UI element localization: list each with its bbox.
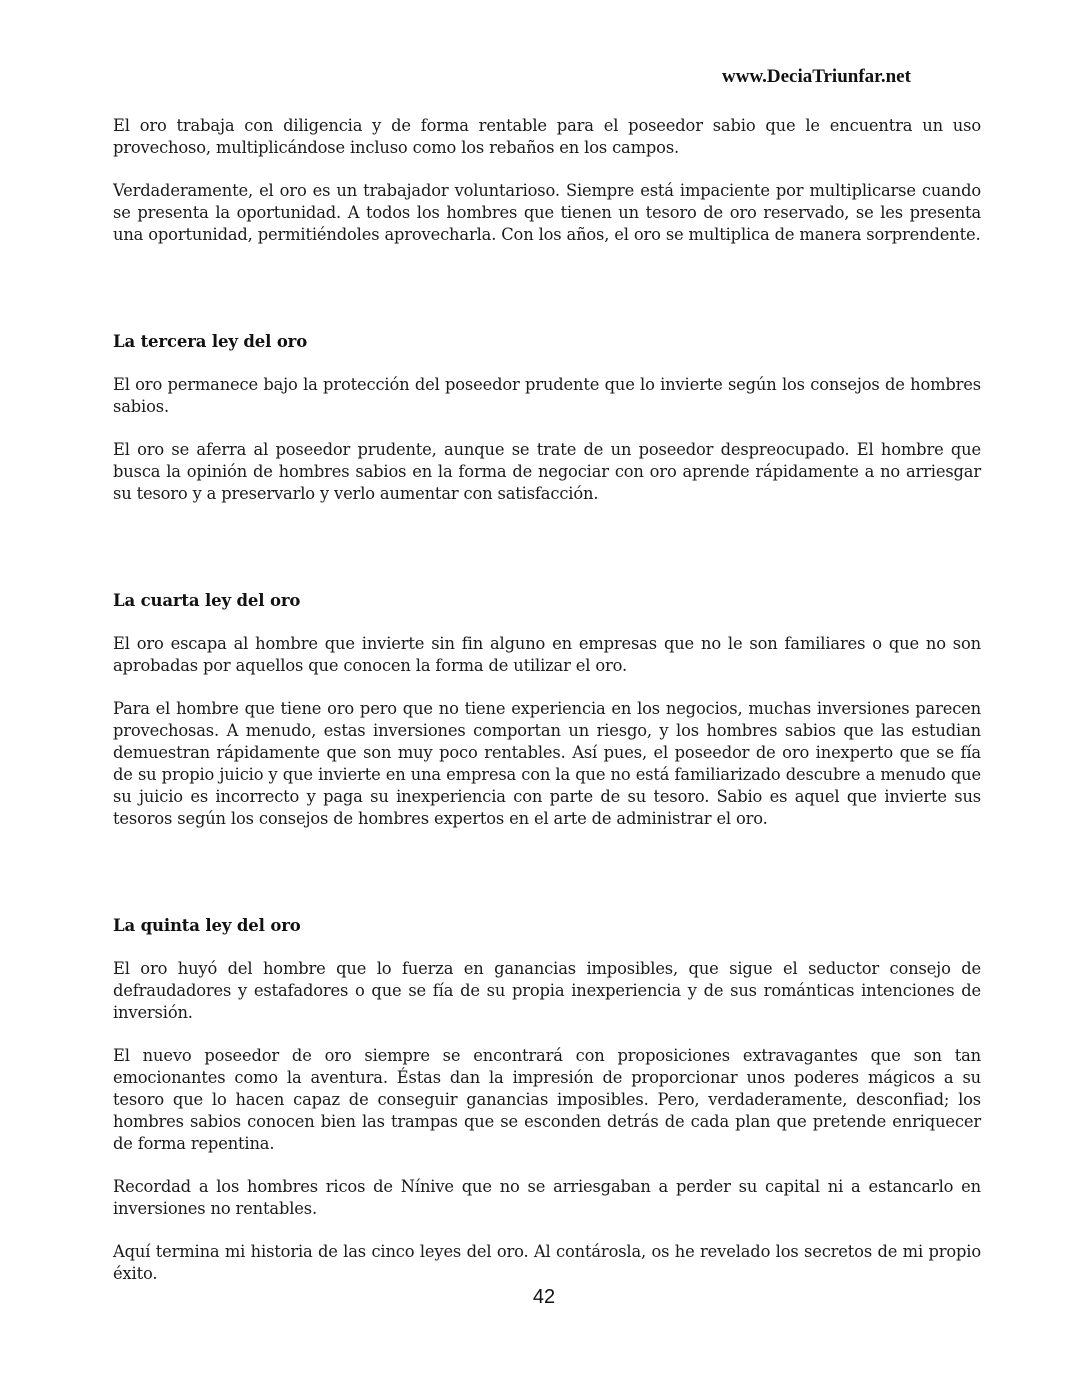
page-number: 42 xyxy=(532,1286,556,1308)
fifth-law-paragraph-1: El oro huyó del hombre que lo fuerza en ganancias imposibles, que sigue el seductor consejo de defraudadores y estafadores o que se fía de su propia inexperiencia y de sus románticas intenciones de inversión. xyxy=(113,959,981,1022)
section-title-fourth-law: La cuarta ley del oro xyxy=(113,591,301,610)
fourth-law-paragraph-1: El oro escapa al hombre que invierte sin fin alguno en empresas que no le son familiares o que no son aprobadas por aquellos que conocen la forma de utilizar el oro. xyxy=(113,634,981,675)
fifth-law-paragraph-3: Recordad a los hombres ricos de Nínive que no se arriesgaban a perder su capital ni a estancarlo en inversiones no rentables. xyxy=(113,1177,981,1218)
section-spacer xyxy=(113,526,981,590)
section-spacer xyxy=(113,851,981,915)
section-title-third-law: La tercera ley del oro xyxy=(113,332,308,351)
site-url-header: www.DeciaTriunfar.net xyxy=(722,66,911,87)
fifth-law-paragraph-4: Aquí termina mi historia de las cinco leyes del oro. Al contárosla, os he revelado los secretos de mi propio éxito. xyxy=(113,1242,981,1283)
third-law-paragraph-1: El oro permanece bajo la protección del poseedor prudente que lo invierte según los consejos de hombres sabios. xyxy=(113,375,981,416)
section-spacer xyxy=(113,267,981,331)
fourth-law-paragraph-2: Para el hombre que tiene oro pero que no tiene experiencia en los negocios, muchas inversiones parecen provechosas. A menudo, estas inversiones comportan un riesgo, y los hombres sabios que las estudian demuestran rápidamente que son muy poco rentables. Así pues, el poseedor de oro inexperto que se fía de su propio juicio y que invierte en una empresa con la que no está familiarizado descubre a menudo que su juicio es incorrecto y paga su inexperiencia con parte de su tesoro. Sabio es aquel que invierte sus tesoros según los consejos de hombres expertos en el arte de administrar el oro. xyxy=(113,699,981,828)
intro-paragraph-2: Verdaderamente, el oro es un trabajador voluntarioso. Siempre está impaciente por multiplicarse cuando se presenta la oportunidad. A todos los hombres que tienen un tesoro de oro reservado, se les presenta una oportunidad, permitiéndoles aprovecharla. Con los años, el oro se multiplica de manera sorprendente. xyxy=(113,181,981,244)
third-law-paragraph-2: El oro se aferra al poseedor prudente, aunque se trate de un poseedor despreocupado. El hombre que busca la opinión de hombres sabios en la forma de negociar con oro aprende rápidamente a no arriesgar su tesoro y a preservarlo y verlo aumentar con satisfacción. xyxy=(113,440,981,503)
fifth-law-paragraph-2: El nuevo poseedor de oro siempre se encontrará con proposiciones extravagantes que son tan emocionantes como la aventura. Éstas dan la impresión de proporcionar unos poderes mágicos a su tesoro que lo hacen capaz de conseguir ganancias imposibles. Pero, verdaderamente, desconfiad; los hombres sabios conocen bien las trampas que se esconden detrás de cada plan que pretende enriquecer de forma repentina. xyxy=(113,1046,981,1153)
intro-paragraph-1: El oro trabaja con diligencia y de forma rentable para el poseedor sabio que le encuentra un uso provechoso, multiplicándose incluso como los rebaños en los campos. xyxy=(113,116,981,157)
page-content xyxy=(113,115,981,1306)
section-title-fifth-law: La quinta ley del oro xyxy=(113,916,301,935)
